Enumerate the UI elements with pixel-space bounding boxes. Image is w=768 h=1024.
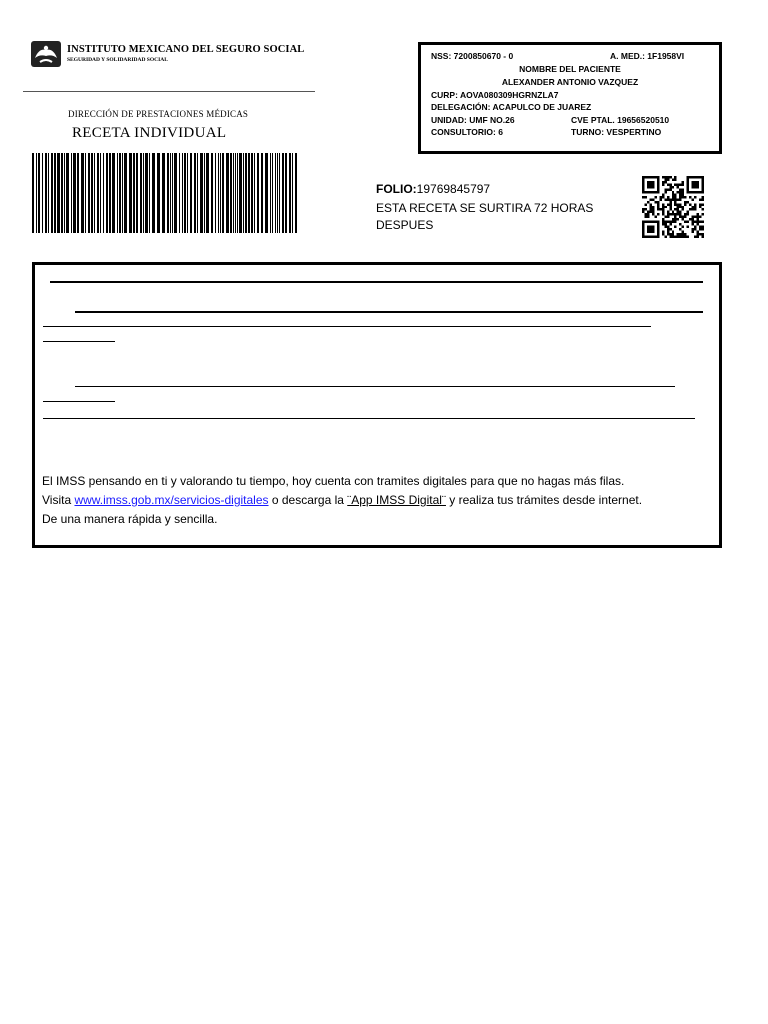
visit-prefix: Visita <box>42 493 75 507</box>
message-line-1: El IMSS pensando en ti y valorando tu tiempo, hoy cuenta con tramites digitales para que no hagas más filas. <box>42 474 625 488</box>
unidad-field: UNIDAD: UMF NO.26 <box>431 115 515 125</box>
patient-name-label: NOMBRE DEL PACIENTE <box>519 64 621 74</box>
servicios-digitales-link[interactable]: www.imss.gob.mx/servicios-digitales <box>74 493 269 507</box>
patient-name: ALEXANDER ANTONIO VAZQUEZ <box>501 77 639 87</box>
dispense-notice: ESTA RECETA SE SURTIRA 72 HORAS DESPUES <box>376 201 594 232</box>
curp-field: CURP: AOVA080309HGRNZLA7 <box>431 90 559 100</box>
digital-services-message <box>42 472 712 529</box>
delegacion-field: DELEGACIÓN: ACAPULCO DE JUAREZ <box>431 102 592 112</box>
institution-tagline: SEGURIDAD Y SOLIDARIDAD SOCIAL <box>67 57 168 63</box>
nss-field: NSS: 7200850670 - 0 <box>431 51 514 61</box>
message-line-2 <box>42 491 712 510</box>
document-title: RECETA INDIVIDUAL <box>72 125 227 141</box>
folio-line <box>376 182 490 196</box>
prescription-line <box>43 418 695 419</box>
cve-ptal-field: CVE PTAL. 19656520510 <box>571 115 670 125</box>
header-divider <box>23 91 315 92</box>
imss-logo-icon <box>30 40 62 68</box>
prescription-line <box>50 281 703 283</box>
a-med-field: A. MED.: 1F1958VI <box>610 51 685 61</box>
app-name: ¨App IMSS Digital¨ <box>347 493 446 507</box>
qr-code-icon <box>642 176 704 238</box>
message-line-3: De una manera rápida y sencilla. <box>42 512 218 526</box>
prescription-line <box>75 386 675 387</box>
folio-label: FOLIO: <box>376 182 417 196</box>
message-suffix: y realiza tus trámites desde internet. <box>445 493 643 507</box>
department-name: DIRECCIÓN DE PRESTACIONES MÉDICAS <box>68 109 249 119</box>
prescription-line <box>43 341 115 342</box>
prescription-line <box>43 401 115 402</box>
prescription-line <box>75 311 703 313</box>
barcode-icon <box>30 153 300 233</box>
consultorio-field: CONSULTORIO: 6 <box>431 127 503 137</box>
turno-field: TURNO: VESPERTINO <box>571 127 662 137</box>
patient-info-box <box>418 42 722 154</box>
institution-name: INSTITUTO MEXICANO DEL SEGURO SOCIAL <box>67 44 305 55</box>
message-middle: o descarga la <box>268 493 348 507</box>
prescription-line <box>43 326 651 327</box>
folio-number: 19769845797 <box>416 182 491 196</box>
